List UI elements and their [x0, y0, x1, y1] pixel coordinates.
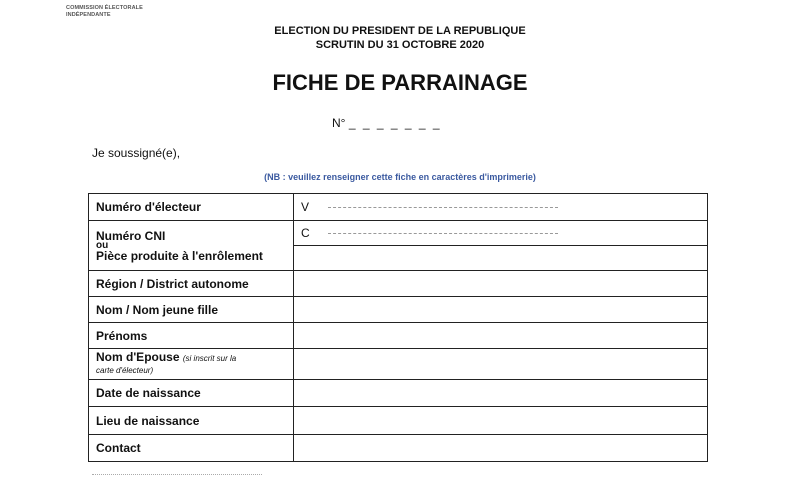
logo-line-1: COMMISSION ÉLECTORALE [66, 5, 143, 11]
contact-field[interactable] [294, 435, 708, 462]
cni-label-a: Numéro CNI [96, 228, 166, 243]
form-row-name [89, 297, 708, 323]
form-row-birth-date [89, 380, 708, 407]
election-title: ELECTION DU PRESIDENT DE LA REPUBLIQUE [274, 25, 526, 37]
form-number-label: N° [332, 116, 346, 130]
spouse-note-a: (si inscrit sur la [182, 354, 237, 363]
ballot-date: SCRUTIN DU 31 OCTOBRE 2020 [315, 39, 485, 51]
form-row-voter-number [89, 194, 708, 221]
intro-text: Je soussigné(e), [92, 146, 181, 160]
form-number [332, 116, 442, 130]
region-field[interactable] [294, 271, 708, 297]
form-row-contact [89, 435, 708, 462]
cni-field[interactable] [294, 221, 708, 271]
cni-prefix: C [301, 226, 310, 240]
first-names-field[interactable] [294, 323, 708, 349]
form-row-region [89, 271, 708, 297]
name-label: Nom / Nom jeune fille [89, 297, 294, 323]
region-label: Région / District autonome [89, 271, 294, 297]
birth-date-label: Date de naissance [89, 380, 294, 407]
first-names-label: Prénoms [89, 323, 294, 349]
cni-blanks [328, 233, 558, 235]
birth-place-label: Lieu de naissance [89, 407, 294, 435]
footer-divider [92, 474, 262, 478]
cni-label-or: ou [96, 239, 109, 251]
name-field[interactable] [294, 297, 708, 323]
cni-label [89, 221, 294, 271]
logo-text [66, 5, 143, 19]
spouse-note-b: carte d'électeur) [96, 366, 154, 375]
spouse-label [89, 349, 294, 380]
logo-line-2: INDÉPENDANTE [66, 12, 111, 18]
form-row-first-names [89, 323, 708, 349]
form-row-birth-place [89, 407, 708, 435]
cni-label-b: Pièce produite à l'enrôlement [96, 248, 263, 263]
form-row-spouse [89, 349, 708, 380]
cni-number-subfield[interactable] [294, 221, 707, 246]
enrollment-document-subfield[interactable] [294, 246, 707, 270]
birth-date-field[interactable] [294, 380, 708, 407]
voter-number-label: Numéro d'électeur [89, 194, 294, 221]
contact-label: Contact [89, 435, 294, 462]
sponsorship-form-table [88, 193, 708, 462]
voter-number-field[interactable] [294, 194, 708, 221]
instruction-note: (NB : veuillez renseigner cette fiche en caractères d'imprimerie) [264, 172, 536, 182]
spouse-label-text: Nom d'Epouse [96, 350, 180, 364]
voter-number-prefix: V [301, 200, 310, 214]
form-row-cni [89, 221, 708, 271]
form-number-blank[interactable]: _ _ _ _ _ _ _ [348, 116, 442, 130]
spouse-field[interactable] [294, 349, 708, 380]
page-title: FICHE DE PARRAINAGE [272, 70, 528, 95]
birth-place-field[interactable] [294, 407, 708, 435]
voter-number-blanks [328, 207, 558, 209]
